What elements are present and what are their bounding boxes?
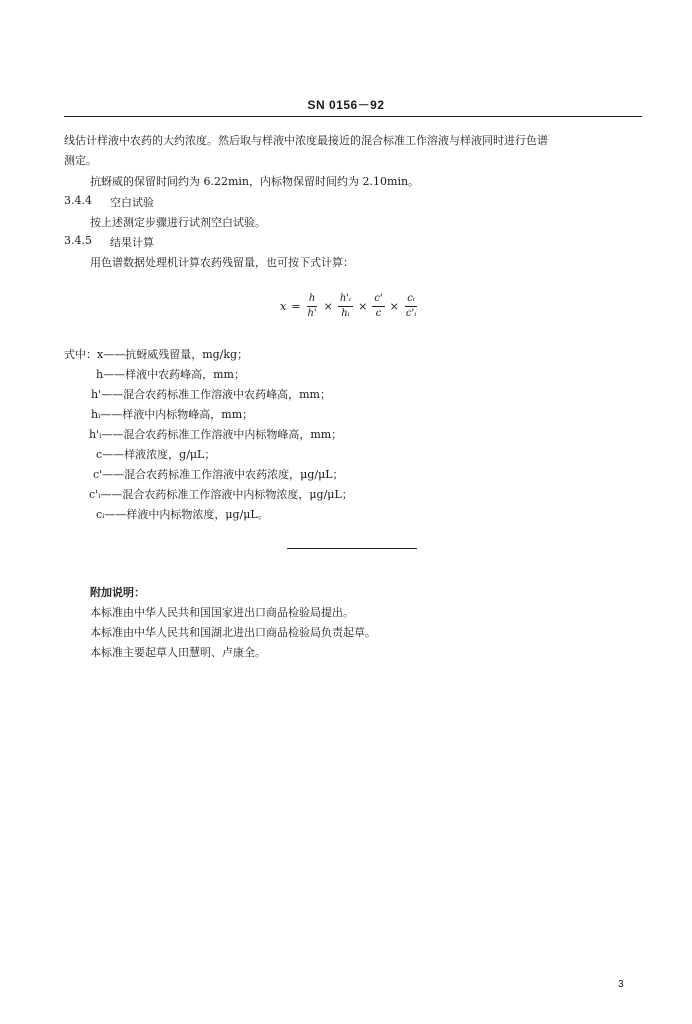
legend-item: hᵢ——样液中内标物峰高，mm； xyxy=(91,408,254,421)
legend-item: h'ᵢ——混合农药标准工作溶液中内标物峰高，mm； xyxy=(89,428,343,441)
standard-number-header: SN 0156－92 xyxy=(307,98,385,112)
header-rule xyxy=(64,116,642,117)
retention-time-text: 抗蚜威的保留时间约为 6.22min，内标物保留时间约为 2.10min。 xyxy=(90,175,420,188)
fraction-numerator: h xyxy=(307,294,317,307)
fraction-denominator: c'ᵢ xyxy=(405,307,417,319)
section-number: 3.4.4 xyxy=(64,194,92,207)
page-number: 3 xyxy=(618,979,624,990)
calculation-text: 用色谱数据处理机计算农药残留量，也可按下式计算： xyxy=(90,256,354,269)
legend-item: h——样液中农药峰高，mm； xyxy=(96,368,245,381)
fraction-numerator: c' xyxy=(372,294,384,307)
note-line: 本标准由中华人民共和国湖北进出口商品检验局负责起草。 xyxy=(90,626,376,639)
separator-rule xyxy=(287,548,417,549)
section-title: 结果计算 xyxy=(110,236,154,249)
notes-title: 附加说明： xyxy=(90,586,145,599)
fraction-numerator: h'ᵢ xyxy=(338,294,353,307)
formula-times: × xyxy=(323,299,333,313)
formula-times: × xyxy=(358,299,368,313)
legend-intro: 式中：x——抗蚜威残留量，mg/kg； xyxy=(64,348,249,361)
section-title: 空白试验 xyxy=(110,196,154,209)
note-line: 本标准主要起草人田慧明、卢康全。 xyxy=(90,646,266,659)
formula-times: × xyxy=(389,299,399,313)
formula-equals: = xyxy=(291,299,301,313)
legend-item: c'ᵢ——混合农药标准工作溶液中内标物浓度，μg/μL； xyxy=(89,488,353,501)
section-number: 3.4.5 xyxy=(64,234,92,247)
paragraph-line: 测定。 xyxy=(64,154,97,167)
fraction-denominator: c xyxy=(375,307,382,319)
fraction-h-over-hprime xyxy=(305,294,318,319)
paragraph-line: 线估计样液中农药的大约浓度。然后取与样液中浓度最接近的混合标准工作溶液与样液同时进行色谱 xyxy=(64,134,548,147)
legend-item: h'——混合农药标准工作溶液中农药峰高，mm； xyxy=(91,388,331,401)
fraction-numerator: cᵢ xyxy=(405,294,417,307)
fraction-denominator: h' xyxy=(307,307,317,319)
fraction-ci-over-ci-prime xyxy=(404,294,418,319)
fraction-hi-prime-over-hi xyxy=(338,294,353,319)
legend-item: c——样液浓度，g/μL； xyxy=(96,448,216,461)
blank-test-text: 按上述测定步骤进行试剂空白试验。 xyxy=(90,216,266,229)
formula-lhs: x xyxy=(280,299,287,313)
calculation-formula xyxy=(280,286,418,326)
fraction-cprime-over-c xyxy=(372,294,384,319)
legend-item: cᵢ——样液中内标物浓度，μg/μL。 xyxy=(96,508,269,521)
fraction-denominator: hᵢ xyxy=(341,307,350,319)
legend-item: c'——混合农药标准工作溶液中农药浓度，μg/μL； xyxy=(93,468,344,481)
note-line: 本标准由中华人民共和国国家进出口商品检验局提出。 xyxy=(90,606,354,619)
